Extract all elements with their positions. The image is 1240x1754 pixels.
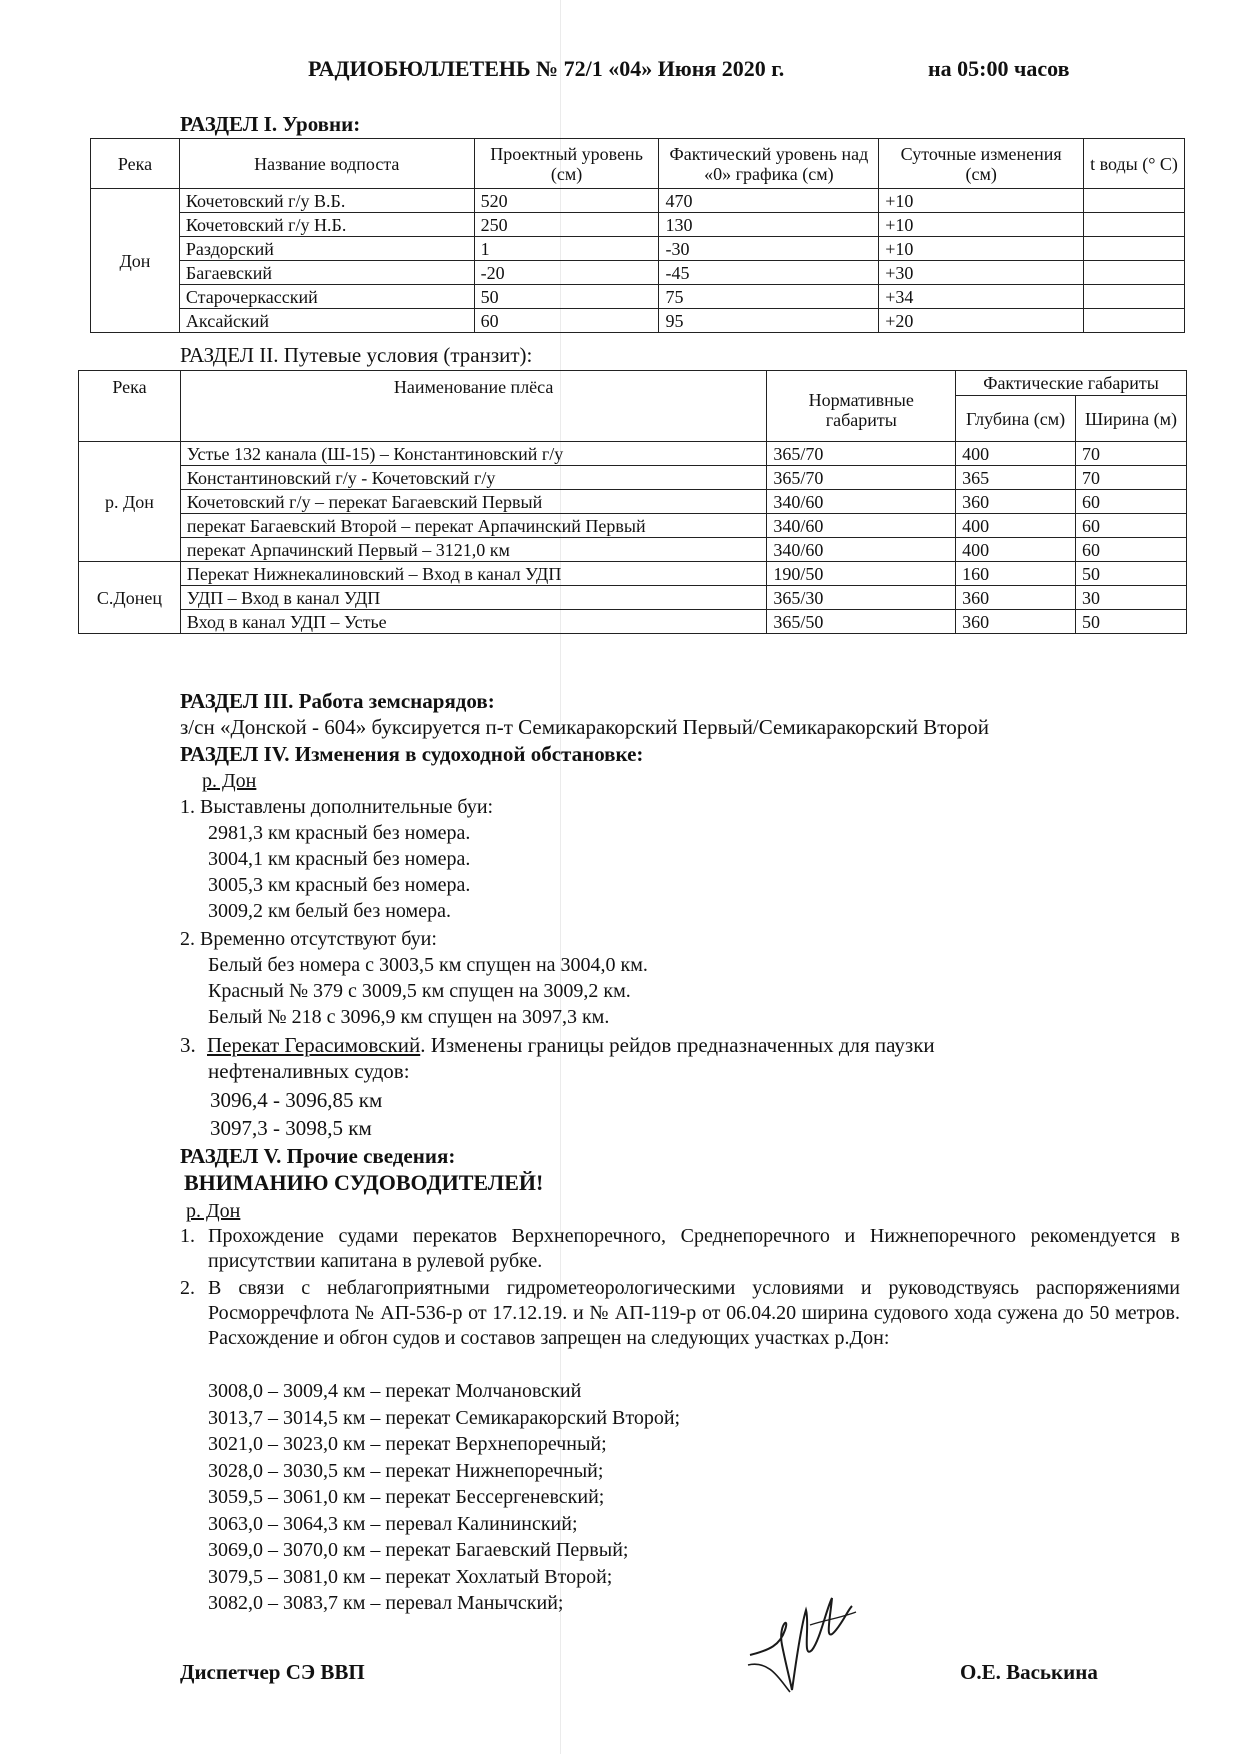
- list-item: Белый № 218 с 3096,9 км спущен на 3097,3 км.: [208, 1006, 610, 1028]
- col-river: Река: [79, 371, 181, 442]
- stretch-name: Устье 132 канала (Ш-15) – Константиновский г/у: [180, 442, 767, 466]
- stretch-name: УДП – Вход в канал УДП: [180, 586, 767, 610]
- normative: 365/30: [767, 586, 956, 610]
- project-level: 250: [474, 213, 659, 237]
- col-stretch: Наименование плёса: [180, 371, 767, 442]
- table-row: [79, 586, 1187, 610]
- river-label: р. Дон: [202, 770, 257, 792]
- list-item: 3008,0 – 3009,4 км – перекат Молчановский: [208, 1380, 582, 1402]
- daily-change: +10: [879, 189, 1084, 213]
- actual-level: 75: [659, 285, 879, 309]
- attention-heading: ВНИМАНИЮ СУДОВОДИТЕЛЕЙ!: [184, 1170, 544, 1195]
- river-cell: р. Дон: [79, 442, 181, 562]
- dispatcher-name: О.Е. Васькина: [960, 1660, 1098, 1684]
- depth: 400: [956, 442, 1076, 466]
- project-level: 1: [474, 237, 659, 261]
- section4-item2: 2. Временно отсутствуют буи:: [180, 928, 437, 950]
- station-name: Кочетовский г/у В.Б.: [179, 189, 474, 213]
- width: 70: [1076, 442, 1187, 466]
- stretch-name: перекат Багаевский Второй – перекат Арпачинский Первый: [180, 514, 767, 538]
- width: 50: [1076, 562, 1187, 586]
- project-level: 50: [474, 285, 659, 309]
- water-temp: [1084, 309, 1185, 333]
- dispatcher-title: Диспетчер СЭ ВВП: [180, 1660, 365, 1684]
- bulletin-time: на 05:00 часов: [928, 56, 1070, 81]
- river-cell: С.Донец: [79, 562, 181, 634]
- dredger-status: з/сн «Донской - 604» буксируется п-т Семикаракорский Первый/Семикаракорский Второй: [180, 715, 989, 739]
- table-row: [79, 514, 1187, 538]
- daily-change: +34: [879, 285, 1084, 309]
- list-item: 3013,7 – 3014,5 км – перекат Семикаракорский Второй;: [208, 1406, 681, 1429]
- table-row: [79, 466, 1187, 490]
- list-item: 3021,0 – 3023,0 км – перекат Верхнепоречный;: [208, 1433, 607, 1455]
- table-row: [79, 562, 1187, 586]
- list-item: 3079,5 – 3081,0 км – перекат Хохлатый Второй;: [208, 1565, 613, 1588]
- col-normative: Нормативные габариты: [767, 371, 956, 442]
- actual-level: 95: [659, 309, 879, 333]
- daily-change: +10: [879, 213, 1084, 237]
- bulletin-title: [308, 56, 1070, 82]
- section4-item3: [180, 1032, 935, 1058]
- list-item: 3063,0 – 3064,3 км – перевал Калининский;: [208, 1512, 578, 1535]
- col-actual-dimensions: Фактические габариты: [956, 371, 1187, 396]
- route-header-row-1: [79, 371, 1187, 396]
- table-row: [91, 309, 1185, 333]
- width: 30: [1076, 586, 1187, 610]
- section5-heading: РАЗДЕЛ V. Прочие сведения:: [180, 1144, 456, 1168]
- water-temp: [1084, 237, 1185, 261]
- item-number: 3.: [180, 1033, 196, 1057]
- project-level: 520: [474, 189, 659, 213]
- station-name: Раздорский: [179, 237, 474, 261]
- item-text: Прохождение судами перекатов Верхнепоречного, Среднепоречного и Нижнепоречного рекомендуется в присутствии капитана в рулевой рубке.: [208, 1225, 1180, 1272]
- water-temp: [1084, 285, 1185, 309]
- stretch-name: Константиновский г/у - Кочетовский г/у: [180, 466, 767, 490]
- bulletin-number-date: РАДИОБЮЛЛЕТЕНЬ № 72/1 «04» Июня 2020 г.: [308, 56, 785, 81]
- width: 60: [1076, 538, 1187, 562]
- list-item: Красный № 379 с 3009,5 км спущен на 3009,2 км.: [208, 980, 631, 1002]
- daily-change: +30: [879, 261, 1084, 285]
- normative: 340/60: [767, 514, 956, 538]
- actual-level: 130: [659, 213, 879, 237]
- depth: 360: [956, 610, 1076, 634]
- table-row: [91, 213, 1185, 237]
- width: 60: [1076, 490, 1187, 514]
- section4-item1: 1. Выставлены дополнительные буи:: [180, 796, 494, 818]
- levels-table: [90, 138, 1185, 333]
- col-river: Река: [91, 139, 180, 189]
- actual-level: -30: [659, 237, 879, 261]
- table-row: [91, 237, 1185, 261]
- width: 60: [1076, 514, 1187, 538]
- section4-item3-line2: нефтеналивных судов:: [208, 1059, 410, 1083]
- normative: 340/60: [767, 490, 956, 514]
- section4-heading: РАЗДЕЛ IV. Изменения в судоходной обстановке:: [180, 742, 644, 766]
- levels-header-row: [91, 139, 1185, 189]
- col-depth: Глубина (см): [956, 396, 1076, 442]
- item-number: 2.: [180, 1277, 195, 1299]
- section2-heading: РАЗДЕЛ II. Путевые условия (транзит):: [180, 343, 533, 367]
- project-level: 60: [474, 309, 659, 333]
- daily-change: +10: [879, 237, 1084, 261]
- depth: 400: [956, 514, 1076, 538]
- normative: 340/60: [767, 538, 956, 562]
- depth: 160: [956, 562, 1076, 586]
- list-item: 2981,3 км красный без номера.: [208, 822, 471, 844]
- daily-change: +20: [879, 309, 1084, 333]
- actual-level: -45: [659, 261, 879, 285]
- section4-item3-list: [210, 1086, 382, 1142]
- actual-level: 470: [659, 189, 879, 213]
- table-row: [79, 610, 1187, 634]
- list-item: 3082,0 – 3083,7 км – перевал Манычский;: [208, 1592, 564, 1614]
- water-temp: [1084, 261, 1185, 285]
- item-text: . Изменены границы рейдов предназначенных для паузки: [420, 1033, 935, 1057]
- depth: 400: [956, 538, 1076, 562]
- col-actual-level: Фактический уровень над «0» графика (см): [659, 139, 879, 189]
- station-name: Багаевский: [179, 261, 474, 285]
- stretch-name: Перекат Нижнекалиновский – Вход в канал УДП: [180, 562, 767, 586]
- river-cell: Дон: [91, 189, 180, 333]
- section4-item1-list: [208, 820, 470, 924]
- project-level: -20: [474, 261, 659, 285]
- section3-heading: РАЗДЕЛ III. Работа земснарядов:: [180, 689, 495, 713]
- width: 50: [1076, 610, 1187, 634]
- route-conditions-table: [78, 370, 1187, 634]
- list-item: 3009,2 км белый без номера.: [208, 900, 451, 922]
- table-row: [79, 442, 1187, 466]
- col-station: Название водпоста: [179, 139, 474, 189]
- normative: 365/70: [767, 466, 956, 490]
- col-daily-change: Суточные изменения (см): [879, 139, 1084, 189]
- section5-item2: [180, 1276, 1180, 1351]
- stretch-name: Кочетовский г/у – перекат Багаевский Первый: [180, 490, 767, 514]
- station-name: Кочетовский г/у Н.Б.: [179, 213, 474, 237]
- depth: 365: [956, 466, 1076, 490]
- table-row: [79, 538, 1187, 562]
- shoal-name: Перекат Герасимовский: [207, 1033, 421, 1057]
- table-row: [91, 285, 1185, 309]
- table-row: [91, 189, 1185, 213]
- station-name: Аксайский: [179, 309, 474, 333]
- stretch-name: перекат Арпачинский Первый – 3121,0 км: [180, 538, 767, 562]
- water-temp: [1084, 189, 1185, 213]
- list-item: 3097,3 - 3098,5 км: [210, 1116, 372, 1140]
- normative: 365/70: [767, 442, 956, 466]
- list-item: Белый без номера с 3003,5 км спущен на 3004,0 км.: [208, 954, 648, 976]
- station-name: Старочеркасский: [179, 285, 474, 309]
- list-item: 3004,1 км красный без номера.: [208, 848, 471, 870]
- table-row: [79, 490, 1187, 514]
- item-text: В связи с неблагоприятными гидрометеорологическими условиями и руководствуясь распоряжениями Росморречфлота № АП-536-р от 17.12.19. и № АП-119-р от 06.04.20 ширина судового хода сужена до 50 метров. Расхождение и обгон судов и составов запрещен на следующих участках р.Дон:: [208, 1277, 1180, 1349]
- section5-item1: [180, 1224, 1180, 1274]
- river-label: р. Дон: [186, 1200, 241, 1222]
- normative: 190/50: [767, 562, 956, 586]
- depth: 360: [956, 586, 1076, 610]
- list-item: 3069,0 – 3070,0 км – перекат Багаевский Первый;: [208, 1539, 629, 1561]
- list-item: 3005,3 км красный без номера.: [208, 874, 471, 896]
- section1-heading: РАЗДЕЛ I. Уровни:: [180, 112, 361, 136]
- section4-item2-list: [208, 952, 648, 1030]
- normative: 365/50: [767, 610, 956, 634]
- water-temp: [1084, 213, 1185, 237]
- list-item: 3096,4 - 3096,85 км: [210, 1088, 383, 1112]
- width: 70: [1076, 466, 1187, 490]
- col-project-level: Проектный уровень (см): [474, 139, 659, 189]
- list-item: 3028,0 – 3030,5 км – перекат Нижнепоречный;: [208, 1459, 604, 1482]
- list-item: 3059,5 – 3061,0 км – перекат Бессергеневский;: [208, 1486, 605, 1508]
- col-water-temp: t воды (° С): [1084, 139, 1185, 189]
- col-width: Ширина (м): [1076, 396, 1187, 442]
- item-number: 1.: [180, 1225, 195, 1247]
- stretch-name: Вход в канал УДП – Устье: [180, 610, 767, 634]
- signature-image: [740, 1590, 860, 1700]
- depth: 360: [956, 490, 1076, 514]
- section5-item2-list: [208, 1378, 680, 1617]
- table-row: [91, 261, 1185, 285]
